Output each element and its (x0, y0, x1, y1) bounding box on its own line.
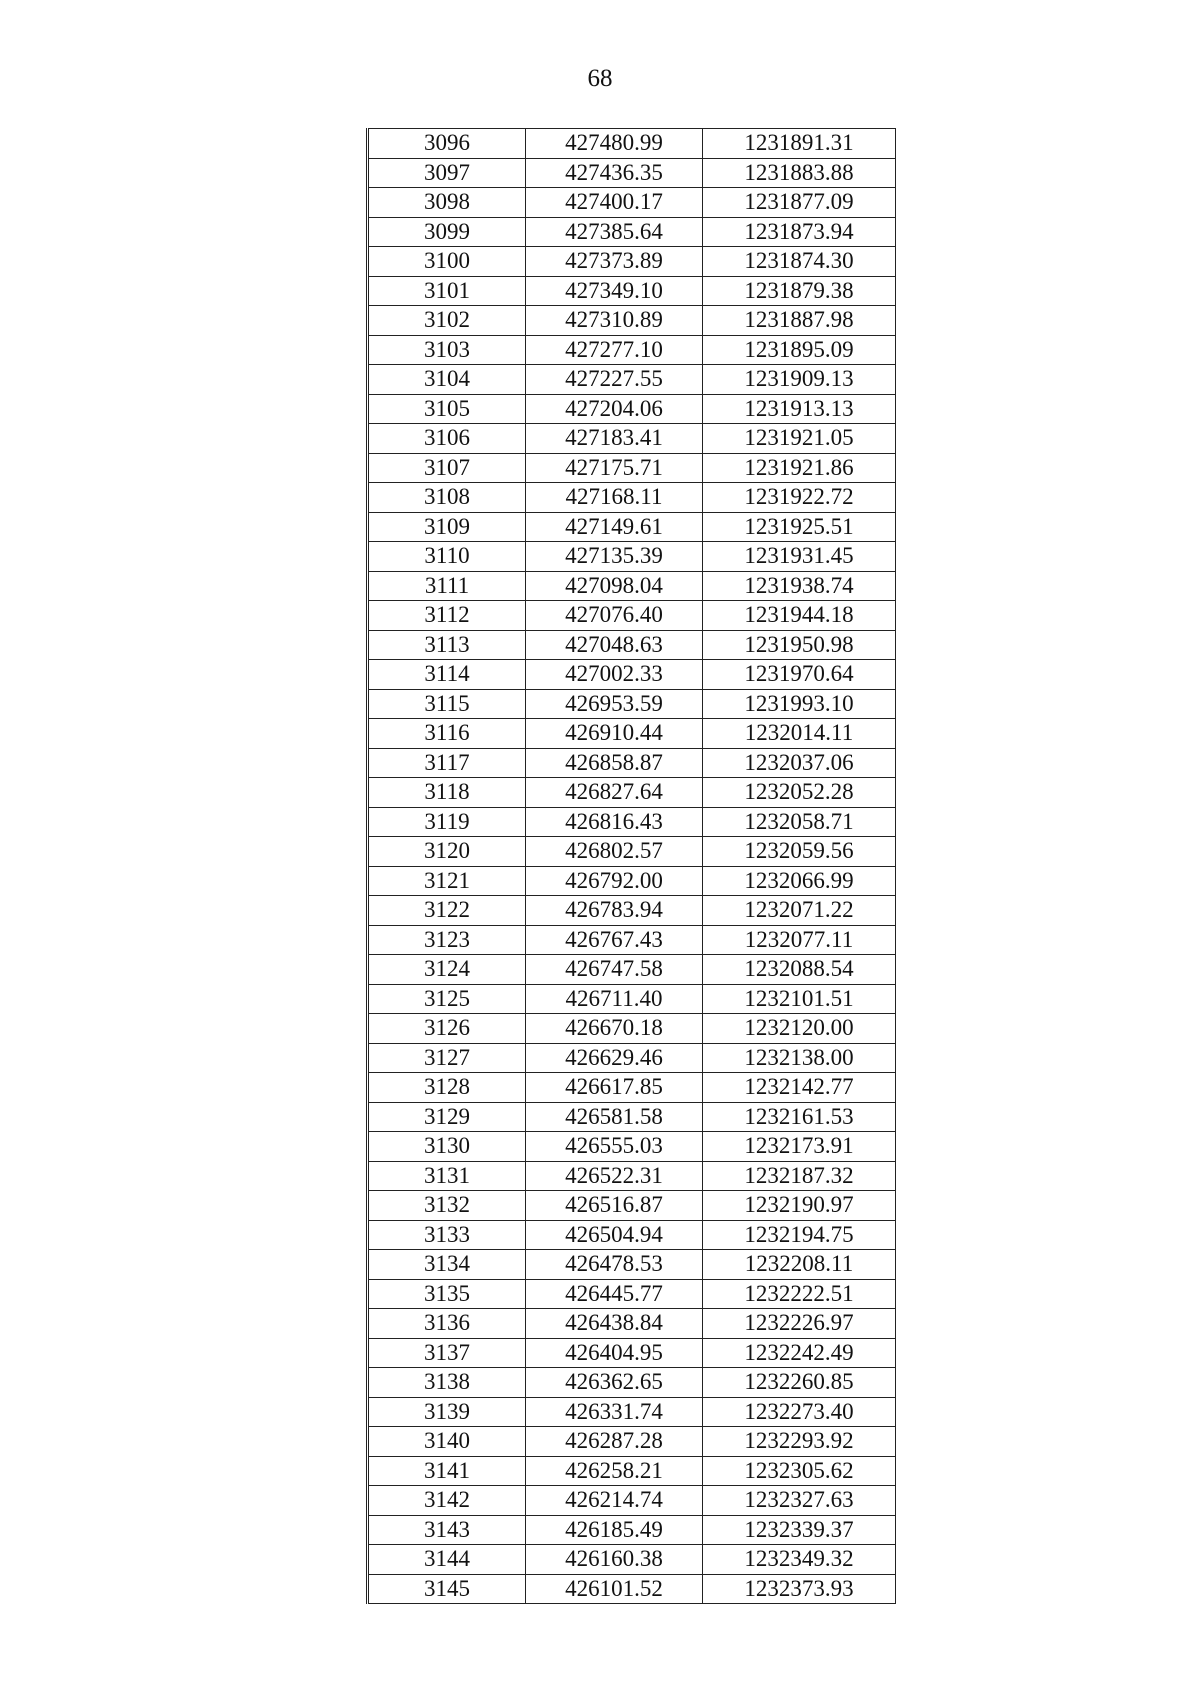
table-row (368, 276, 896, 306)
y-coordinate-cell: 1232293.92 (703, 1427, 896, 1457)
x-coordinate-cell: 426816.43 (526, 807, 703, 837)
point-number-cell: 3098 (368, 188, 526, 218)
table-row (368, 984, 896, 1014)
table-row (368, 601, 896, 631)
point-number-cell: 3101 (368, 276, 526, 306)
point-number-cell: 3127 (368, 1043, 526, 1073)
x-coordinate-cell: 427349.10 (526, 276, 703, 306)
x-coordinate-cell: 427480.99 (526, 129, 703, 159)
point-number-cell: 3108 (368, 483, 526, 513)
x-coordinate-cell: 427204.06 (526, 394, 703, 424)
y-coordinate-cell: 1232066.99 (703, 866, 896, 896)
x-coordinate-cell: 427135.39 (526, 542, 703, 572)
point-number-cell: 3111 (368, 571, 526, 601)
table-row (368, 1250, 896, 1280)
point-number-cell: 3118 (368, 778, 526, 808)
y-coordinate-cell: 1232120.00 (703, 1014, 896, 1044)
point-number-cell: 3131 (368, 1161, 526, 1191)
table-row (368, 453, 896, 483)
y-coordinate-cell: 1232077.11 (703, 925, 896, 955)
point-number-cell: 3114 (368, 660, 526, 690)
x-coordinate-cell: 427373.89 (526, 247, 703, 277)
y-coordinate-cell: 1231944.18 (703, 601, 896, 631)
y-coordinate-cell: 1232339.37 (703, 1515, 896, 1545)
point-number-cell: 3124 (368, 955, 526, 985)
x-coordinate-cell: 426160.38 (526, 1545, 703, 1575)
point-number-cell: 3105 (368, 394, 526, 424)
x-coordinate-cell: 426617.85 (526, 1073, 703, 1103)
table-row (368, 807, 896, 837)
y-coordinate-cell: 1231895.09 (703, 335, 896, 365)
table-row (368, 955, 896, 985)
y-coordinate-cell: 1232349.32 (703, 1545, 896, 1575)
point-number-cell: 3112 (368, 601, 526, 631)
x-coordinate-cell: 426953.59 (526, 689, 703, 719)
table-row (368, 1397, 896, 1427)
x-coordinate-cell: 426258.21 (526, 1456, 703, 1486)
point-number-cell: 3099 (368, 217, 526, 247)
point-number-cell: 3129 (368, 1102, 526, 1132)
y-coordinate-cell: 1232194.75 (703, 1220, 896, 1250)
y-coordinate-cell: 1232222.51 (703, 1279, 896, 1309)
point-number-cell: 3135 (368, 1279, 526, 1309)
x-coordinate-cell: 426522.31 (526, 1161, 703, 1191)
y-coordinate-cell: 1231877.09 (703, 188, 896, 218)
table-row (368, 1309, 896, 1339)
page-number: 68 (587, 65, 613, 92)
x-coordinate-cell: 426362.65 (526, 1368, 703, 1398)
x-coordinate-cell: 426516.87 (526, 1191, 703, 1221)
y-coordinate-cell: 1232327.63 (703, 1486, 896, 1516)
point-number-cell: 3134 (368, 1250, 526, 1280)
point-number-cell: 3104 (368, 365, 526, 395)
y-coordinate-cell: 1231887.98 (703, 306, 896, 336)
table-row (368, 896, 896, 926)
y-coordinate-cell: 1231921.05 (703, 424, 896, 454)
table-row (368, 247, 896, 277)
table-row (368, 1132, 896, 1162)
point-number-cell: 3137 (368, 1338, 526, 1368)
x-coordinate-cell: 427310.89 (526, 306, 703, 336)
x-coordinate-cell: 427149.61 (526, 512, 703, 542)
point-number-cell: 3138 (368, 1368, 526, 1398)
table-row (368, 1073, 896, 1103)
x-coordinate-cell: 426858.87 (526, 748, 703, 778)
y-coordinate-cell: 1231891.31 (703, 129, 896, 159)
table-row (368, 424, 896, 454)
x-coordinate-cell: 426478.53 (526, 1250, 703, 1280)
coordinate-table (366, 128, 896, 1604)
table-row (368, 1515, 896, 1545)
x-coordinate-cell: 427277.10 (526, 335, 703, 365)
x-coordinate-cell: 427175.71 (526, 453, 703, 483)
y-coordinate-cell: 1232260.85 (703, 1368, 896, 1398)
table-row (368, 1102, 896, 1132)
point-number-cell: 3097 (368, 158, 526, 188)
x-coordinate-cell: 426792.00 (526, 866, 703, 896)
x-coordinate-cell: 426767.43 (526, 925, 703, 955)
table-row (368, 1427, 896, 1457)
point-number-cell: 3115 (368, 689, 526, 719)
point-number-cell: 3117 (368, 748, 526, 778)
point-number-cell: 3136 (368, 1309, 526, 1339)
y-coordinate-cell: 1232142.77 (703, 1073, 896, 1103)
y-coordinate-cell: 1231931.45 (703, 542, 896, 572)
y-coordinate-cell: 1232190.97 (703, 1191, 896, 1221)
table-row (368, 188, 896, 218)
y-coordinate-cell: 1231922.72 (703, 483, 896, 513)
y-coordinate-cell: 1231925.51 (703, 512, 896, 542)
x-coordinate-cell: 426629.46 (526, 1043, 703, 1073)
table-row (368, 306, 896, 336)
table-row (368, 837, 896, 867)
y-coordinate-cell: 1231879.38 (703, 276, 896, 306)
y-coordinate-cell: 1231883.88 (703, 158, 896, 188)
y-coordinate-cell: 1232208.11 (703, 1250, 896, 1280)
y-coordinate-cell: 1231938.74 (703, 571, 896, 601)
y-coordinate-cell: 1231921.86 (703, 453, 896, 483)
y-coordinate-cell: 1231993.10 (703, 689, 896, 719)
x-coordinate-cell: 427385.64 (526, 217, 703, 247)
table-row (368, 689, 896, 719)
y-coordinate-cell: 1232059.56 (703, 837, 896, 867)
table-row (368, 1456, 896, 1486)
point-number-cell: 3130 (368, 1132, 526, 1162)
x-coordinate-cell: 426504.94 (526, 1220, 703, 1250)
y-coordinate-cell: 1232071.22 (703, 896, 896, 926)
table-row (368, 542, 896, 572)
table-row (368, 1279, 896, 1309)
point-number-cell: 3141 (368, 1456, 526, 1486)
x-coordinate-cell: 426747.58 (526, 955, 703, 985)
point-number-cell: 3109 (368, 512, 526, 542)
x-coordinate-cell: 427400.17 (526, 188, 703, 218)
point-number-cell: 3144 (368, 1545, 526, 1575)
point-number-cell: 3120 (368, 837, 526, 867)
y-coordinate-cell: 1232173.91 (703, 1132, 896, 1162)
x-coordinate-cell: 427183.41 (526, 424, 703, 454)
y-coordinate-cell: 1232138.00 (703, 1043, 896, 1073)
table-row (368, 1368, 896, 1398)
point-number-cell: 3133 (368, 1220, 526, 1250)
point-number-cell: 3121 (368, 866, 526, 896)
x-coordinate-cell: 427098.04 (526, 571, 703, 601)
y-coordinate-cell: 1231873.94 (703, 217, 896, 247)
x-coordinate-cell: 426670.18 (526, 1014, 703, 1044)
table-row (368, 748, 896, 778)
y-coordinate-cell: 1232101.51 (703, 984, 896, 1014)
x-coordinate-cell: 426555.03 (526, 1132, 703, 1162)
y-coordinate-cell: 1232305.62 (703, 1456, 896, 1486)
point-number-cell: 3119 (368, 807, 526, 837)
x-coordinate-cell: 426581.58 (526, 1102, 703, 1132)
table-row (368, 394, 896, 424)
x-coordinate-cell: 427436.35 (526, 158, 703, 188)
x-coordinate-cell: 426438.84 (526, 1309, 703, 1339)
point-number-cell: 3103 (368, 335, 526, 365)
point-number-cell: 3106 (368, 424, 526, 454)
point-number-cell: 3128 (368, 1073, 526, 1103)
table-row (368, 217, 896, 247)
point-number-cell: 3132 (368, 1191, 526, 1221)
x-coordinate-cell: 426802.57 (526, 837, 703, 867)
table-row (368, 1220, 896, 1250)
point-number-cell: 3145 (368, 1574, 526, 1604)
point-number-cell: 3143 (368, 1515, 526, 1545)
point-number-cell: 3122 (368, 896, 526, 926)
point-number-cell: 3096 (368, 129, 526, 159)
y-coordinate-cell: 1232052.28 (703, 778, 896, 808)
y-coordinate-cell: 1231950.98 (703, 630, 896, 660)
x-coordinate-cell: 427076.40 (526, 601, 703, 631)
x-coordinate-cell: 426101.52 (526, 1574, 703, 1604)
y-coordinate-cell: 1232373.93 (703, 1574, 896, 1604)
x-coordinate-cell: 426827.64 (526, 778, 703, 808)
y-coordinate-cell: 1231909.13 (703, 365, 896, 395)
point-number-cell: 3140 (368, 1427, 526, 1457)
y-coordinate-cell: 1232226.97 (703, 1309, 896, 1339)
table-row (368, 129, 896, 159)
table-row (368, 719, 896, 749)
x-coordinate-cell: 427168.11 (526, 483, 703, 513)
table-row (368, 571, 896, 601)
x-coordinate-cell: 426445.77 (526, 1279, 703, 1309)
coordinate-table-body (368, 129, 896, 1604)
x-coordinate-cell: 426404.95 (526, 1338, 703, 1368)
table-row (368, 1338, 896, 1368)
point-number-cell: 3123 (368, 925, 526, 955)
point-number-cell: 3139 (368, 1397, 526, 1427)
point-number-cell: 3126 (368, 1014, 526, 1044)
point-number-cell: 3107 (368, 453, 526, 483)
table-row (368, 158, 896, 188)
y-coordinate-cell: 1232161.53 (703, 1102, 896, 1132)
table-row (368, 630, 896, 660)
table-row (368, 1545, 896, 1575)
x-coordinate-cell: 427002.33 (526, 660, 703, 690)
x-coordinate-cell: 426185.49 (526, 1515, 703, 1545)
table-row (368, 365, 896, 395)
point-number-cell: 3116 (368, 719, 526, 749)
y-coordinate-cell: 1232037.06 (703, 748, 896, 778)
point-number-cell: 3142 (368, 1486, 526, 1516)
y-coordinate-cell: 1231970.64 (703, 660, 896, 690)
y-coordinate-cell: 1232273.40 (703, 1397, 896, 1427)
table-row (368, 660, 896, 690)
point-number-cell: 3102 (368, 306, 526, 336)
table-row (368, 1043, 896, 1073)
y-coordinate-cell: 1231874.30 (703, 247, 896, 277)
x-coordinate-cell: 426287.28 (526, 1427, 703, 1457)
table-row (368, 1574, 896, 1604)
point-number-cell: 3125 (368, 984, 526, 1014)
point-number-cell: 3100 (368, 247, 526, 277)
table-row (368, 335, 896, 365)
y-coordinate-cell: 1232242.49 (703, 1338, 896, 1368)
y-coordinate-cell: 1232187.32 (703, 1161, 896, 1191)
point-number-cell: 3110 (368, 542, 526, 572)
table-row (368, 1191, 896, 1221)
x-coordinate-cell: 426783.94 (526, 896, 703, 926)
table-row (368, 1014, 896, 1044)
x-coordinate-cell: 426910.44 (526, 719, 703, 749)
table-row (368, 1486, 896, 1516)
table-row (368, 778, 896, 808)
x-coordinate-cell: 427227.55 (526, 365, 703, 395)
table-row (368, 925, 896, 955)
y-coordinate-cell: 1232088.54 (703, 955, 896, 985)
table-row (368, 866, 896, 896)
y-coordinate-cell: 1232058.71 (703, 807, 896, 837)
point-number-cell: 3113 (368, 630, 526, 660)
x-coordinate-cell: 426331.74 (526, 1397, 703, 1427)
x-coordinate-cell: 426214.74 (526, 1486, 703, 1516)
table-row (368, 483, 896, 513)
x-coordinate-cell: 426711.40 (526, 984, 703, 1014)
x-coordinate-cell: 427048.63 (526, 630, 703, 660)
y-coordinate-cell: 1232014.11 (703, 719, 896, 749)
y-coordinate-cell: 1231913.13 (703, 394, 896, 424)
table-row (368, 512, 896, 542)
table-row (368, 1161, 896, 1191)
